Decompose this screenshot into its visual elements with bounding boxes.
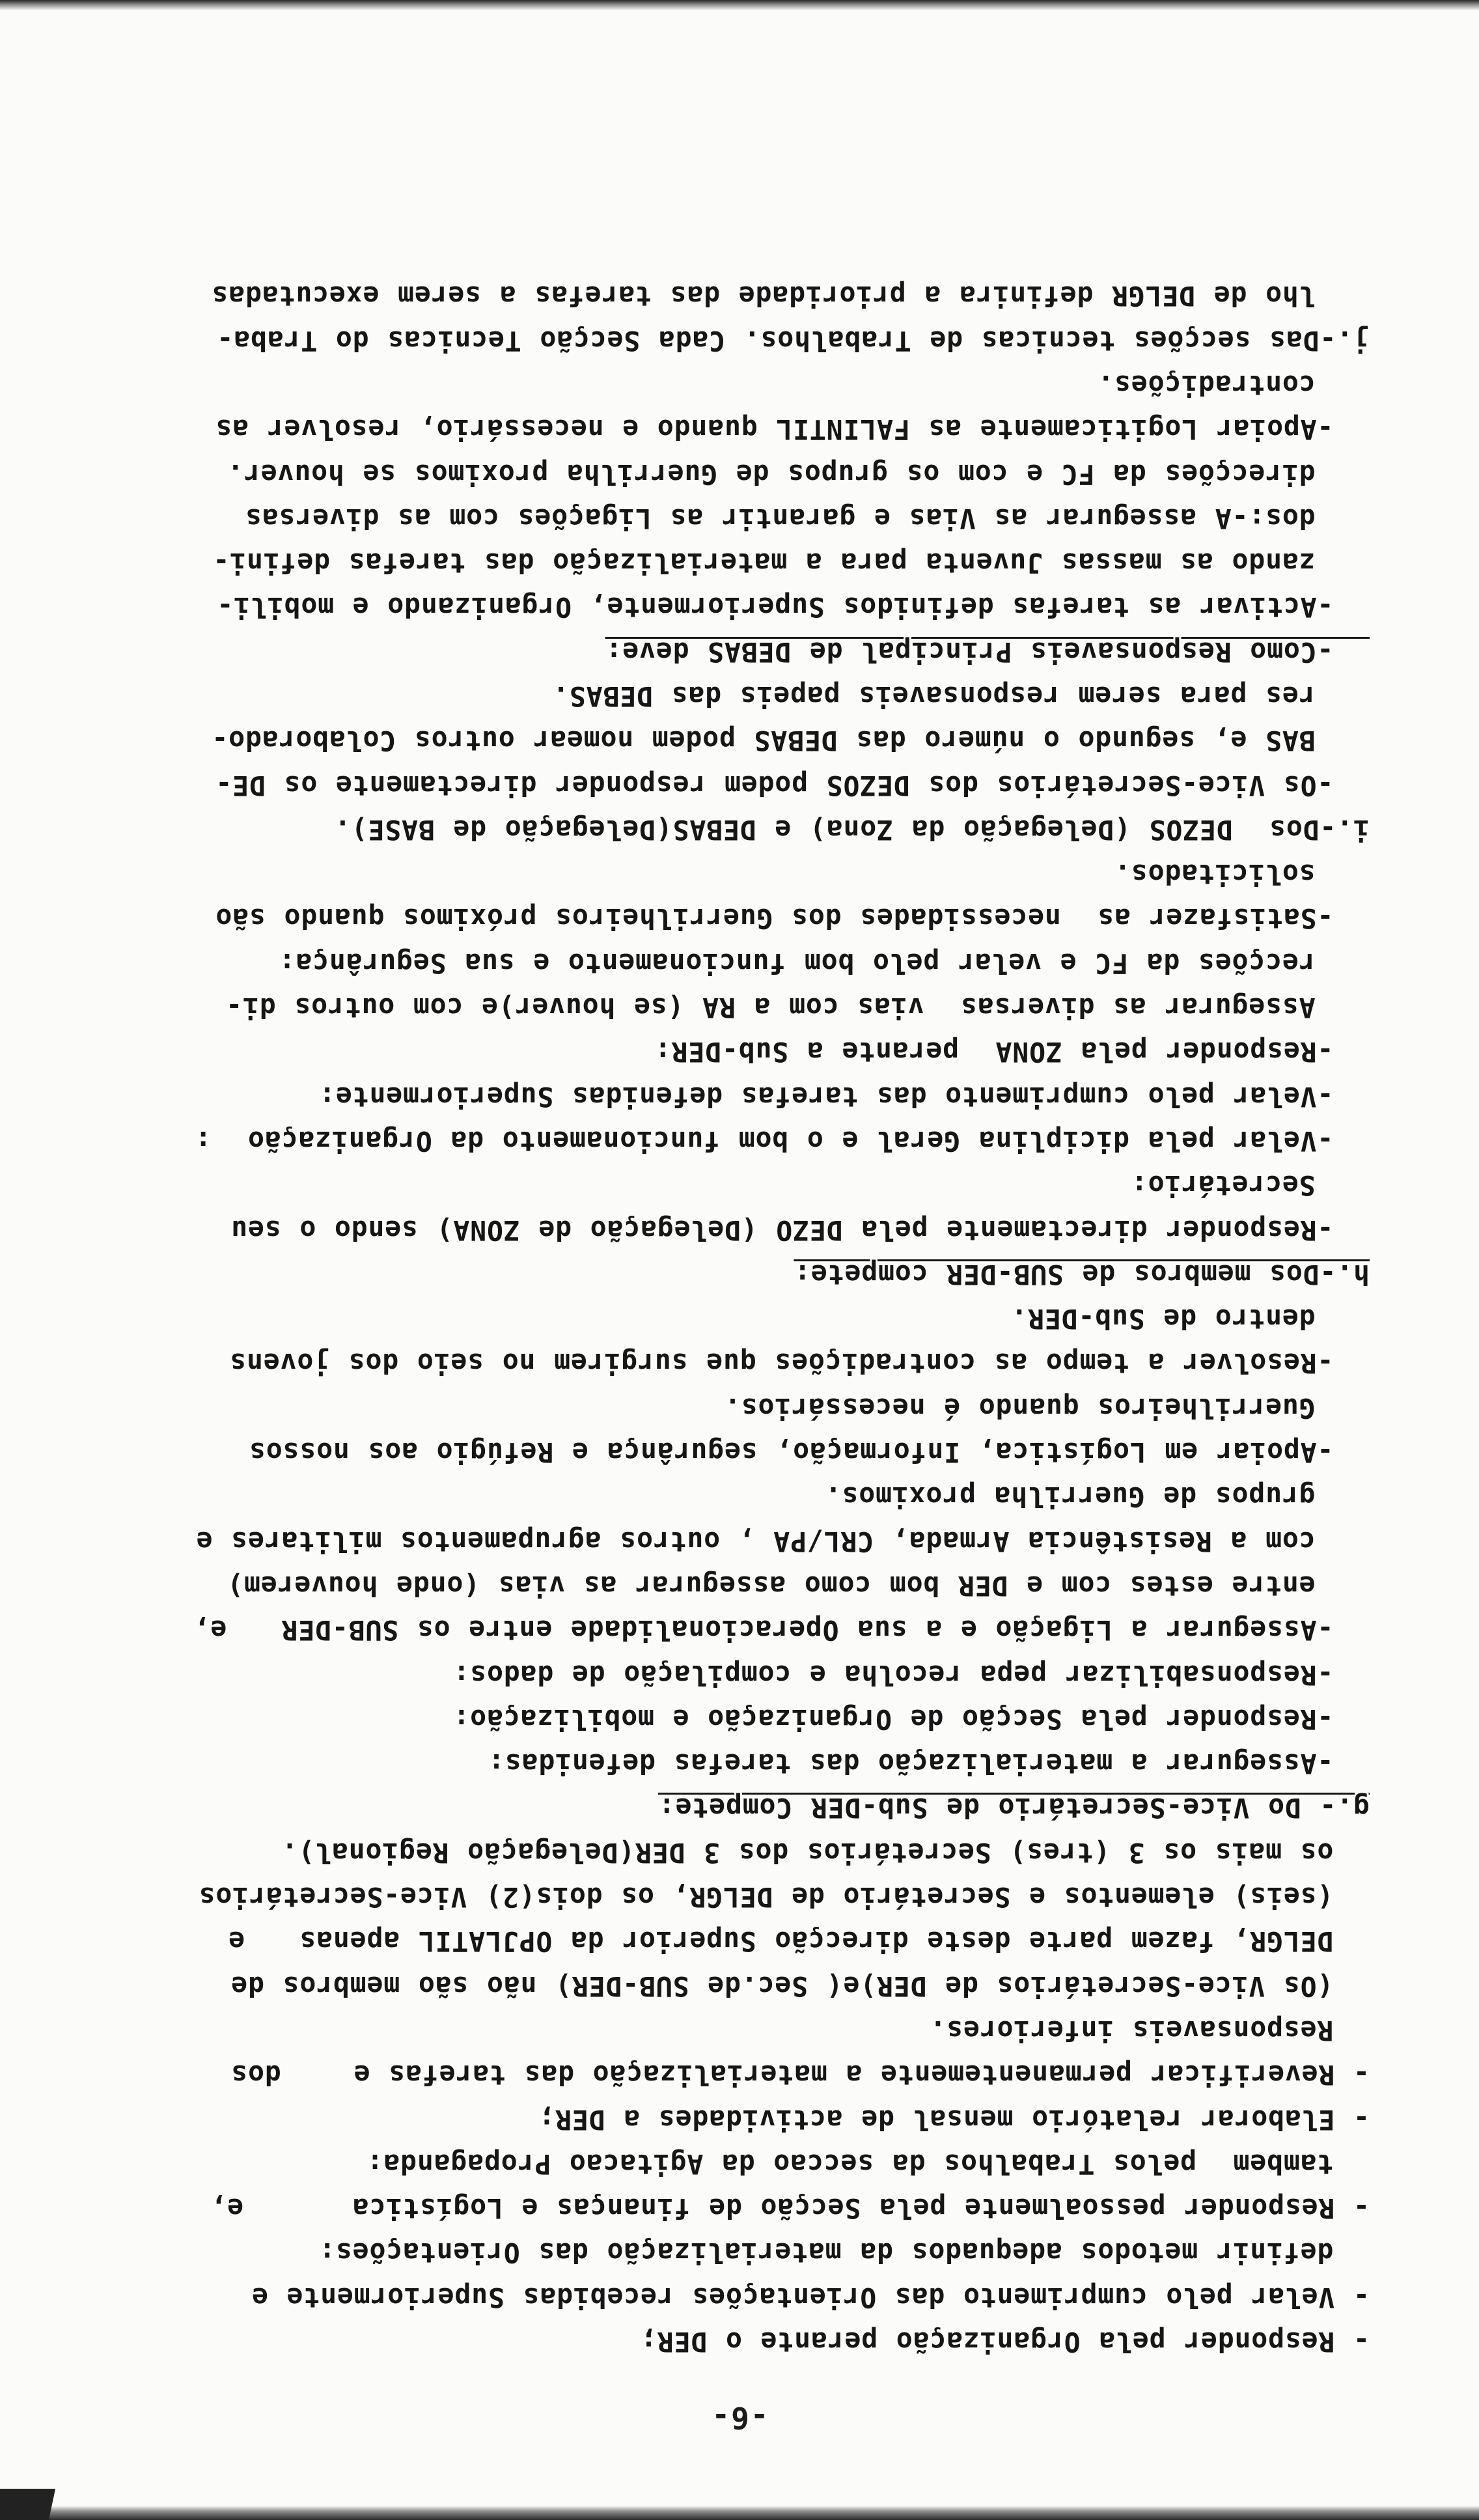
- text-line: -Satisfazer as necessidades dos Guerrilheiros próximos quando são: [215, 903, 1370, 935]
- text-line: - Responder pela Organização perante o DER;: [640, 2326, 1370, 2358]
- text-line: -Assegurar a Ligação e a sua Operacionalidade entre os SUB-DER e,: [193, 1614, 1370, 1647]
- section-heading-line: -Como Responsaveis Principal de DEBAS deve:: [605, 636, 1370, 668]
- text-line: j.-Das secções tecnicas de Trabalhos. Cada Secção Tecnicas do Traba-: [216, 324, 1370, 357]
- text-line: solicitados.: [1114, 858, 1370, 891]
- typewritten-text-body: [42, 46, 1370, 2364]
- text-line: recções da FC e velar pelo bom funcionamento e sua Segurânça:: [278, 947, 1370, 979]
- text-line: -Resolver a tempo as contradições que surgirem no seio dos jovens: [229, 1347, 1370, 1380]
- text-line: (Os Vice-Secretários de DER)e( Sec.de SUB-DER) não são membros de: [230, 1970, 1370, 2002]
- text-line: -Responder pela Secção de Organização e mobilização:: [452, 1703, 1370, 1735]
- text-line: -Os Vice-Secretários dos DEZOS podem responder directamente os DE-: [215, 769, 1370, 802]
- text-line: Secretário:: [1131, 1169, 1370, 1202]
- text-line: contradições.: [1097, 369, 1370, 401]
- text-line: - Responder pessoalmente pela Secção de finanças e Logística e,: [210, 2192, 1370, 2225]
- text-line: -Velar pela diciplina Geral e o bom funcionamento da Organização :: [194, 1125, 1370, 1157]
- text-line: -Assegurar a materialização das tarefas defenidas:: [488, 1748, 1370, 1780]
- text-line: Assegurar as diversas vias com a RA (se houver)e com outros di-: [225, 992, 1370, 1024]
- text-line: direcções da FC e com os grupos de Guerrilha proximos se houver.: [227, 458, 1370, 490]
- text-line: tambem pelos Trabalhos da seccao da Agitacao Propaganda:: [366, 2148, 1370, 2180]
- text-line: res para serem responsaveis papeis das DEBAS.: [552, 680, 1370, 713]
- text-line: BAS e, segundo o número das DEBAS podem nomear outros Colaborado-: [211, 725, 1370, 757]
- text-line: definir metodos adequados da materialização das Orientações:: [318, 2237, 1370, 2269]
- text-line: os mais os 3 (tres) Secretários dos 3 DER(Delegação Regional).: [281, 1836, 1370, 1869]
- text-line: com a Resistência Armada, CRL/PA , outros agrupamentos militares e: [195, 1525, 1370, 1558]
- text-line: entre estes com e DER bom como assegurar as vias (onde houverem): [227, 1569, 1370, 1602]
- text-line: -Responder pela ZONA perante a Sub-DER:: [654, 1036, 1370, 1069]
- scan-edge-top: [0, 2506, 1479, 2520]
- text-line: (seis) elementos e Secretário de DELGR, os dois(2) Vice-Secretários: [198, 1881, 1370, 1914]
- text-line: dentro de Sub-DER.: [1010, 1303, 1370, 1336]
- text-line: -Apoiar Logiticamente as FALINTIL quando e necessário, resolver as: [215, 413, 1370, 446]
- section-heading-line: h.-Dos membros de SUB-DER compete:: [794, 1258, 1370, 1291]
- text-line: - Reverificar permanentemente a materialização das tarefas e dos: [230, 2059, 1370, 2092]
- text-line: -Velar pelo cumprimento das tarefas defenidas Superiormente:: [318, 1080, 1370, 1113]
- text-line: i.-Dos DEZOS (Delegação da Zona) e DEBAS(Delegação de BASE).: [334, 813, 1370, 846]
- text-line: dos:-A assegurar as Vias e garantir as Ligações com as diversas: [245, 502, 1370, 535]
- text-line: -Activar as tarefas definidos Superiormente, Organizando e mobili-: [216, 591, 1370, 624]
- text-line: zando as massas Juventa para a materialização das tarefas defini-: [212, 547, 1370, 580]
- text-line: DELGR, fazem parte deste direcção Superior da OPJLATIL apenas e: [228, 1925, 1370, 1958]
- text-line: Responsaveis inferiores.: [929, 2014, 1370, 2047]
- text-line: -Responsabilizar pepa recolha e compilação de dados:: [452, 1659, 1370, 1691]
- page-number: -6-: [710, 2400, 769, 2435]
- text-line: grupos de Guerrilha proximos.: [824, 1481, 1370, 1513]
- scan-corner-shadow: [0, 2489, 55, 2520]
- text-line: lho de DELGR definira a prioridade das tarefas a serem executadas: [211, 280, 1370, 313]
- text-line: -Apoiar em Logística, Informação, segurânça e Refúgio aos nossos: [249, 1436, 1370, 1469]
- text-line: - Velar pelo cumprimento das Orientações recebidas Superiormente e: [251, 2281, 1370, 2314]
- text-line: - Elaborar relatório mensal de actividades a DER;: [538, 2103, 1370, 2136]
- section-heading-line: g.- Do Vice-Secretário de Sub-DER Compete:: [658, 1792, 1370, 1825]
- scan-edge-bottom: [0, 0, 1479, 10]
- text-line: Guerrilheiros quando é necessários.: [724, 1392, 1370, 1424]
- text-line: -Responder directamente pela DEZO (Delegação de ZONA) sendo o seu: [230, 1214, 1370, 1246]
